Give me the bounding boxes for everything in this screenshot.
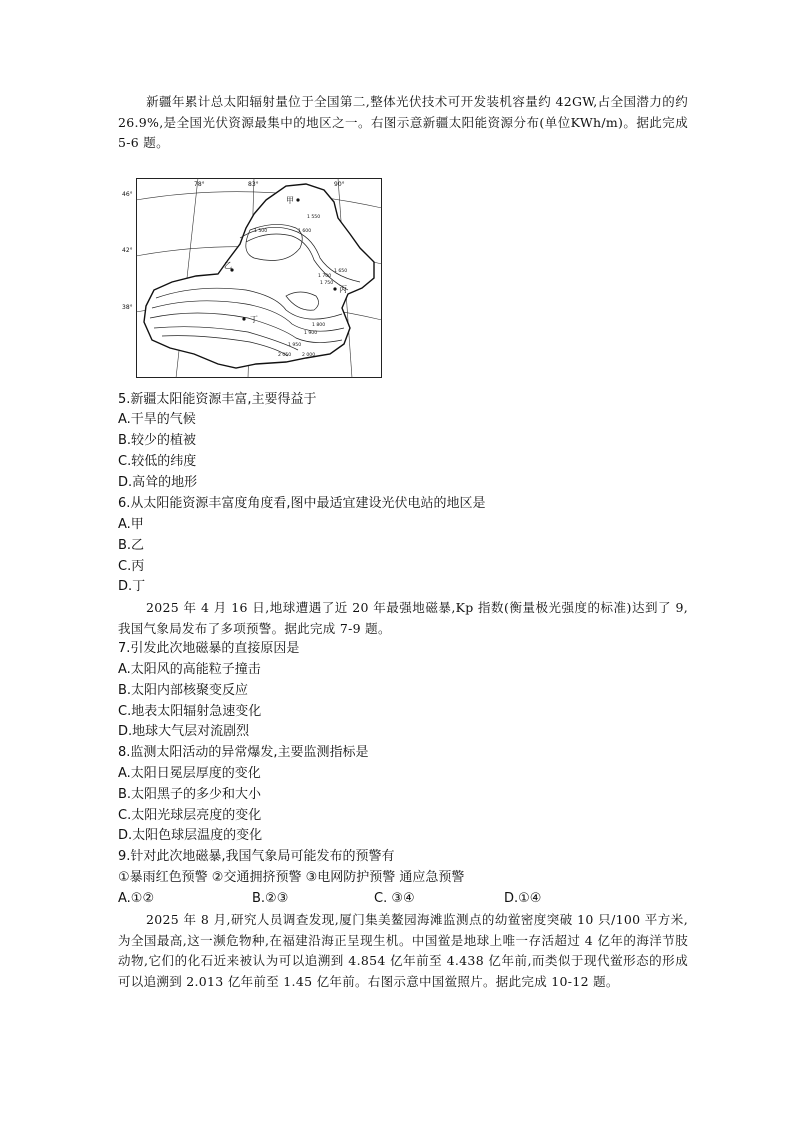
question-7-option-a[interactable]: A.太阳风的高能粒子撞击 — [118, 662, 261, 677]
question-8-option-a[interactable]: A.太阳日冕层厚度的变化 — [118, 766, 261, 781]
question-7-option-b[interactable]: B.太阳内部核聚变反应 — [118, 683, 249, 698]
question-6-option-b[interactable]: B.乙 — [118, 538, 145, 553]
contour-label: 2 050 — [278, 353, 292, 358]
question-9-option-b[interactable]: B.②③ — [252, 891, 289, 906]
question-6-option-c[interactable]: C.丙 — [118, 559, 145, 574]
place-jia: 甲 — [286, 196, 294, 205]
question-5-option-b[interactable]: B.较少的植被 — [118, 433, 197, 448]
contour-label: 1 800 — [312, 323, 326, 328]
lon-label: 78° — [194, 181, 205, 188]
contour-label: 1 600 — [298, 229, 312, 234]
contour-label: 1 650 — [334, 269, 348, 274]
xinjiang-solar-map — [122, 178, 382, 378]
contour-label: 1 750 — [320, 281, 334, 286]
place-ding: 丁 — [250, 315, 258, 324]
intro-passage-1: 新疆年累计总太阳辐射量位于全国第二,整体光伏技术可开发装机容量约 42GW,占全国潜力的约 26.9%,是全国光伏资源最集中的地区之一。右图示意新疆太阳能资源分布(单位KWh/m)。据此完成 5-6 题。 — [118, 94, 688, 150]
lon-label: 90° — [334, 181, 345, 188]
question-6-stem: 6.从太阳能资源丰富度角度看,图中最适宜建设光伏电站的地区是 — [118, 496, 486, 511]
contour-label: 1 500 — [254, 229, 268, 234]
question-5-stem: 5.新疆太阳能资源丰富,主要得益于 — [118, 392, 317, 407]
intro-passage-2: 2025 年 4 月 16 日,地球遭遇了近 20 年最强地磁暴,Kp 指数(衡量极光强度的标准)达到了 9,我国气象局发布了多项预警。据此完成 7-9 题。 — [118, 600, 688, 636]
lon-label: 83° — [248, 181, 259, 188]
question-6-option-a[interactable]: A.甲 — [118, 517, 144, 532]
contour-label: 1 950 — [288, 343, 302, 348]
question-5-option-c[interactable]: C.较低的纬度 — [118, 454, 197, 469]
question-7-option-d[interactable]: D.地球大气层对流剧烈 — [118, 724, 250, 739]
contour-label: 1 900 — [304, 331, 318, 336]
lat-label: 42° — [122, 247, 133, 254]
contour-label: 2 000 — [302, 353, 316, 358]
question-9-option-d[interactable]: D.①④ — [504, 891, 542, 906]
question-7-option-c[interactable]: C.地表太阳辐射急速变化 — [118, 704, 262, 719]
question-8-option-d[interactable]: D.太阳色球层温度的变化 — [118, 828, 263, 843]
question-8-option-c[interactable]: C.太阳光球层亮度的变化 — [118, 808, 262, 823]
question-7-stem: 7.引发此次地磁暴的直接原因是 — [118, 641, 300, 656]
contour-label: 1 700 — [318, 274, 332, 279]
question-8-option-b[interactable]: B.太阳黑子的多少和大小 — [118, 787, 262, 802]
question-5-option-d[interactable]: D.高耸的地形 — [118, 475, 198, 490]
question-8-stem: 8.监测太阳活动的异常爆发,主要监测指标是 — [118, 745, 369, 760]
lat-label: 46° — [122, 191, 133, 198]
lat-label: 38° — [122, 304, 133, 311]
place-bing: 丙 — [339, 285, 347, 294]
contour-label: 1 550 — [307, 215, 321, 220]
place-yi: 乙 — [224, 261, 232, 270]
question-5-option-a[interactable]: A.干旱的气候 — [118, 412, 196, 427]
question-9-stem: 9.针对此次地磁暴,我国气象局可能发布的预警有 — [118, 849, 395, 864]
question-9-items: ①暴雨红色预警 ②交通拥挤预警 ③电网防护预警 通应急预警 — [118, 870, 465, 885]
question-9-option-c[interactable]: C. ③④ — [374, 891, 415, 906]
question-6-option-d[interactable]: D.丁 — [118, 579, 146, 594]
intro-passage-3: 2025 年 8 月,研究人员调查发现,厦门集美鳌园海滩监测点的幼鲎密度突破 10 只/100 平方米,为全国最高,这一濒危物种,在福建沿海正呈现生机。中国鲎是地球上唯一存活超过 4 亿年的海洋节肢动物,它们的化石近来被认为可以追溯到 4.854 亿年前至 4.438 亿年前,而类似于现代鲎形态的形成可以追溯到 2.013 亿年前至 1.45 亿年前。右图示意中国鲎照片。据此完成 10-12 题。 — [118, 912, 688, 989]
question-9-option-a[interactable]: A.①② — [118, 891, 155, 906]
